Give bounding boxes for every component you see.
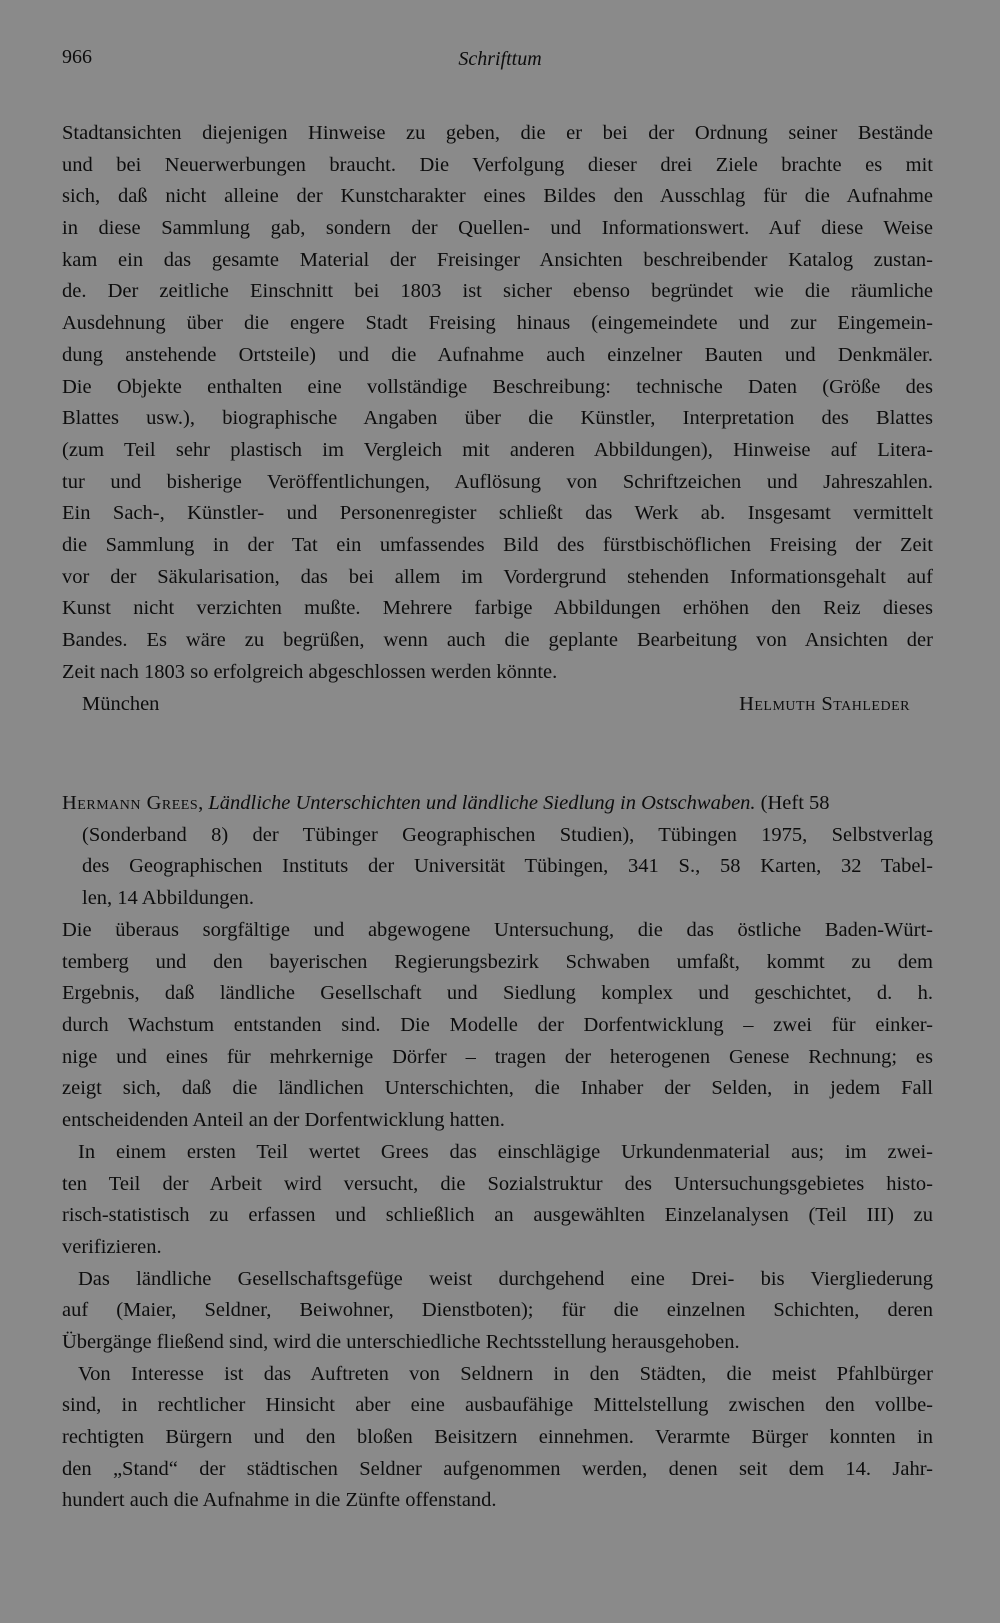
- text-line: tur und bisherige Veröffentlichungen, Auflösung von Schriftzeichen und Jahreszahlen.: [62, 470, 933, 493]
- text-line: sind, in rechtlicher Hinsicht aber eine ausbaufähige Mittelstellung zwischen den vollbe-: [62, 1394, 933, 1417]
- text-line: Ein Sach-, Künstler- und Personenregister schließt das Werk ab. Insgesamt vermittelt: [62, 502, 933, 525]
- text-line: zeigt sich, daß die ländlichen Unterschichten, die Inhaber der Selden, in jedem Fall: [62, 1077, 933, 1100]
- text-line: Blattes usw.), biographische Angaben über die Künstler, Interpretation des Blattes: [62, 407, 933, 430]
- text-line: kam ein das gesamte Material der Freisinger Ansichten beschreibender Katalog zustan-: [62, 248, 933, 271]
- book-title: Ländliche Unterschichten und ländliche Siedlung in Ostschwaben.: [208, 792, 756, 814]
- review-1-body: [62, 118, 933, 688]
- citation-line: des Geographischen Instituts der Universität Tübingen, 341 S., 58 Karten, 32 Tabel-: [82, 855, 933, 878]
- text-line: (zum Teil sehr plastisch im Vergleich mit anderen Abbildungen), Hinweise auf Litera-: [62, 438, 933, 461]
- review-2-body: [62, 915, 933, 1517]
- text-line: Ausdehnung über die engere Stadt Freising hinaus (eingemeindete und zur Eingemein-: [62, 312, 933, 335]
- citation-line: len, 14 Abbildungen.: [82, 887, 254, 910]
- text-line: Kunst nicht verzichten mußte. Mehrere farbige Abbildungen erhöhen den Reiz dieses: [62, 597, 933, 620]
- text-line: hundert auch die Aufnahme in die Zünfte offenstand.: [62, 1489, 497, 1512]
- review-1-place: München: [82, 693, 160, 715]
- book-author: Hermann Grees: [62, 792, 199, 814]
- text-line: Bandes. Es wäre zu begrüßen, wenn auch die geplante Bearbeitung von Ansichten der: [62, 629, 933, 651]
- text-line: durch Wachstum entstanden sind. Die Modelle der Dorfentwicklung – zwei für einker-: [62, 1014, 933, 1037]
- text-line: auf (Maier, Seldner, Beiwohner, Dienstboten); für die einzelnen Schichten, deren: [62, 1299, 933, 1322]
- text-line: verifizieren.: [62, 1235, 162, 1258]
- text-line: In einem ersten Teil wertet Grees das einschlägige Urkundenmaterial aus; im zwei-: [78, 1140, 933, 1163]
- text-line: Die Objekte enthalten eine vollständige Beschreibung: technische Daten (Größe des: [62, 375, 933, 398]
- text-line: vor der Säkularisation, das bei allem im Vordergrund stehenden Informationsgehalt auf: [62, 565, 933, 588]
- text-line: Ergebnis, daß ländliche Gesellschaft und Siedlung komplex und geschichtet, d. h.: [62, 982, 933, 1005]
- text-line: Stadtansichten diejenigen Hinweise zu geben, die er bei der Ordnung seiner Bestände: [62, 122, 933, 144]
- text-line: dung anstehende Ortsteile) und die Aufnahme auch einzelner Bauten und Denkmäler.: [62, 343, 933, 366]
- text-line: entscheidenden Anteil an der Dorfentwicklung hatten.: [62, 1109, 505, 1132]
- text-line: rechtigten Bürgern und den bloßen Beisitzern einnehmen. Verarmte Bürger konnten in: [62, 1426, 933, 1448]
- citation-text: (Heft 58: [760, 792, 830, 814]
- text-line: Die überaus sorgfältige und abgewogene Untersuchung, die das östliche Baden-Würt-: [62, 919, 933, 941]
- text-line: den „Stand“ der städtischen Seldner aufgenommen werden, denen seit dem 14. Jahr-: [62, 1457, 933, 1480]
- citation-line: (Sonderband 8) der Tübinger Geographischen Studien), Tübingen 1975, Selbstverlag: [82, 823, 933, 846]
- text-line: Von Interesse ist das Auftreten von Seldnern in den Städten, die meist Pfahlbürger: [78, 1362, 933, 1385]
- text-line: und bei Neuerwerbungen braucht. Die Verfolgung dieser drei Ziele brachte es mit: [62, 153, 933, 176]
- review-1-reviewer: Helmuth Stahleder: [739, 693, 910, 715]
- text-line: in diese Sammlung gab, sondern der Quellen- und Informationswert. Auf diese Weise: [62, 217, 933, 240]
- text-line: nige und eines für mehrkernige Dörfer – tragen der heterogenen Genese Rechnung; es: [62, 1045, 933, 1068]
- text-line: de. Der zeitliche Einschnitt bei 1803 ist sicher ebenso begründet wie die räumliche: [62, 280, 933, 303]
- text-line: die Sammlung in der Tat ein umfassendes Bild des fürstbischöflichen Freising der Zeit: [62, 533, 933, 556]
- review-2-citation: [62, 788, 933, 915]
- running-head: Schrifttum: [458, 48, 542, 70]
- text-line: sich, daß nicht alleine der Kunstcharakter eines Bildes den Ausschlag für die Aufnahme: [62, 185, 933, 208]
- text-line: Übergänge fließend sind, wird die unterschiedliche Rechtsstellung herausgehoben.: [62, 1330, 740, 1353]
- text-line: Zeit nach 1803 so erfolgreich abgeschlossen werden könnte.: [62, 660, 558, 683]
- text-line: Das ländliche Gesellschaftsgefüge weist durchgehend eine Drei- bis Viergliederung: [78, 1267, 933, 1290]
- text-line: temberg und den bayerischen Regierungsbezirk Schwaben umfaßt, kommt zu dem: [62, 950, 933, 973]
- citation-first-line: Hermann Grees, Ländliche Unterschichten und ländliche Siedlung in Ostschwaben. (Heft 58: [62, 792, 830, 814]
- page-number: 966: [62, 46, 92, 68]
- text-line: risch-statistisch zu erfassen und schließlich an ausgewählten Einzelanalysen (Teil III) zu: [62, 1204, 933, 1227]
- text-line: ten Teil der Arbeit wird versucht, die Sozialstruktur des Untersuchungsgebietes histo-: [62, 1172, 933, 1195]
